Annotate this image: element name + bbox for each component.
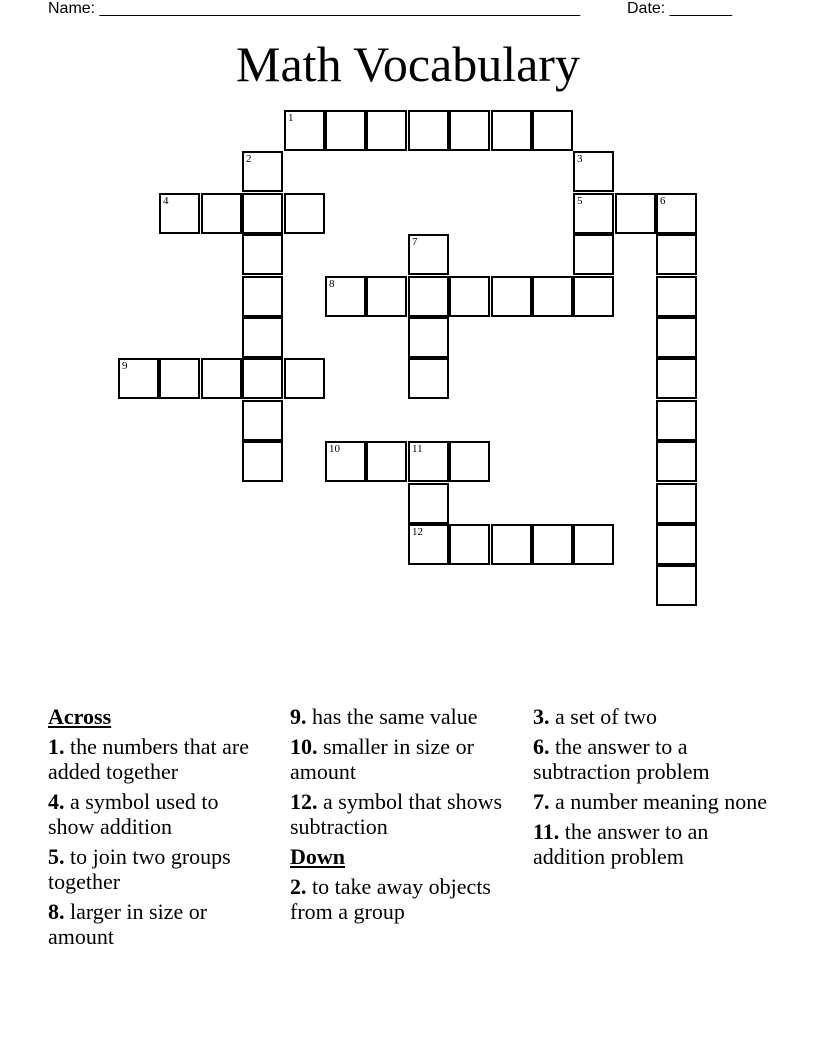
cell-number: 10 — [329, 443, 340, 455]
crossword-cell[interactable] — [656, 400, 697, 441]
crossword-cell[interactable] — [242, 234, 283, 275]
cell-number: 7 — [412, 236, 418, 248]
page-title: Math Vocabulary — [236, 36, 580, 92]
clue-text: larger in size or amount — [48, 899, 208, 949]
clue-text: the numbers that are added together — [48, 734, 249, 784]
crossword-cell[interactable] — [532, 276, 573, 317]
crossword-cell[interactable] — [242, 317, 283, 358]
clue-number: 5. — [48, 844, 65, 869]
clue-number: 3. — [533, 704, 550, 729]
clue-number: 6. — [533, 734, 550, 759]
crossword-cell[interactable] — [491, 524, 532, 565]
clue-column-2 — [290, 704, 516, 929]
clue-across-9 — [290, 704, 516, 729]
crossword-cell[interactable] — [656, 565, 697, 606]
crossword-cell[interactable] — [656, 234, 697, 275]
crossword-cell[interactable] — [242, 400, 283, 441]
crossword-cell[interactable] — [242, 276, 283, 317]
clue-down-7 — [533, 789, 773, 814]
crossword-cell[interactable] — [573, 234, 614, 275]
crossword-cell[interactable] — [201, 193, 242, 234]
crossword-cell[interactable] — [408, 524, 449, 565]
crossword-cell[interactable] — [449, 441, 490, 482]
cell-number: 5 — [577, 195, 583, 207]
clue-text: a number meaning none — [555, 789, 767, 814]
clue-text: a symbol that shows subtraction — [290, 789, 503, 839]
clue-down-3 — [533, 704, 773, 729]
clue-number: 11. — [533, 819, 560, 844]
crossword-cell[interactable] — [656, 276, 697, 317]
crossword-cell[interactable] — [656, 193, 697, 234]
clue-number: 1. — [48, 734, 65, 759]
clue-text: to take away objects from a group — [290, 874, 491, 924]
name-field[interactable]: Name: ______________________________________________________ — [48, 0, 581, 17]
crossword-cell[interactable] — [242, 441, 283, 482]
crossword-cell[interactable] — [408, 276, 449, 317]
clue-text: to join two groups together — [48, 844, 231, 894]
clue-text: smaller in size or amount — [290, 734, 474, 784]
crossword-cell[interactable] — [449, 276, 490, 317]
crossword-cell[interactable] — [491, 110, 532, 151]
cell-number: 2 — [246, 153, 252, 165]
clue-number: 4. — [48, 789, 65, 814]
clue-number: 2. — [290, 874, 307, 899]
cell-number: 3 — [577, 153, 583, 165]
crossword-cell[interactable] — [573, 151, 614, 192]
date-field[interactable]: Date: _______ — [627, 0, 732, 17]
crossword-cell[interactable] — [408, 358, 449, 399]
cell-number: 1 — [288, 112, 294, 124]
crossword-cell[interactable] — [242, 151, 283, 192]
crossword-cell[interactable] — [325, 441, 366, 482]
crossword-cell[interactable] — [408, 110, 449, 151]
clue-text: has the same value — [312, 704, 478, 729]
crossword-cell[interactable] — [532, 110, 573, 151]
clue-down-6 — [533, 734, 773, 784]
crossword-cell[interactable] — [366, 441, 407, 482]
crossword-cell[interactable] — [615, 193, 656, 234]
clue-across-4 — [48, 789, 270, 839]
crossword-cell[interactable] — [366, 276, 407, 317]
crossword-cell[interactable] — [284, 110, 325, 151]
crossword-cell[interactable] — [573, 524, 614, 565]
clue-text: the answer to an addition problem — [533, 819, 709, 869]
clue-down-11 — [533, 819, 773, 869]
clue-column-3 — [533, 704, 773, 874]
clue-number: 9. — [290, 704, 307, 729]
crossword-cell[interactable] — [573, 276, 614, 317]
cell-number: 11 — [412, 443, 423, 455]
crossword-cell[interactable] — [449, 110, 490, 151]
crossword-cell[interactable] — [532, 524, 573, 565]
crossword-cell[interactable] — [408, 441, 449, 482]
crossword-cell[interactable] — [449, 524, 490, 565]
clue-across-8 — [48, 899, 270, 949]
clue-text: a set of two — [555, 704, 658, 729]
crossword-cell[interactable] — [159, 193, 200, 234]
crossword-cell[interactable] — [408, 317, 449, 358]
cell-number: 4 — [163, 195, 169, 207]
crossword-cell[interactable] — [159, 358, 200, 399]
cell-number: 8 — [329, 278, 335, 290]
crossword-cell[interactable] — [656, 441, 697, 482]
clue-number: 8. — [48, 899, 65, 924]
crossword-cell[interactable] — [656, 483, 697, 524]
crossword-cell[interactable] — [656, 317, 697, 358]
crossword-cell[interactable] — [491, 276, 532, 317]
clue-down-2 — [290, 874, 516, 924]
clue-across-5 — [48, 844, 270, 894]
down-heading: Down — [290, 844, 346, 869]
crossword-cell[interactable] — [242, 358, 283, 399]
crossword-cell[interactable] — [242, 193, 283, 234]
cell-number: 12 — [412, 526, 423, 538]
clue-number: 12. — [290, 789, 318, 814]
crossword-cell[interactable] — [656, 358, 697, 399]
crossword-cell[interactable] — [118, 358, 159, 399]
across-heading: Across — [48, 704, 112, 729]
crossword-cell[interactable] — [573, 193, 614, 234]
crossword-cell[interactable] — [325, 110, 366, 151]
crossword-cell[interactable] — [325, 276, 366, 317]
clue-across-1 — [48, 734, 270, 784]
clue-number: 10. — [290, 734, 318, 759]
crossword-cell[interactable] — [284, 358, 325, 399]
cell-number: 9 — [122, 360, 128, 372]
crossword-cell[interactable] — [656, 524, 697, 565]
clue-across-10 — [290, 734, 516, 784]
crossword-cell[interactable] — [284, 193, 325, 234]
clue-text: the answer to a subtraction problem — [533, 734, 710, 784]
clue-text: a symbol used to show addition — [48, 789, 219, 839]
crossword-cell[interactable] — [201, 358, 242, 399]
crossword-cell[interactable] — [408, 483, 449, 524]
clue-number: 7. — [533, 789, 550, 814]
clue-column-1 — [48, 704, 270, 954]
cell-number: 6 — [660, 195, 666, 207]
crossword-cell[interactable] — [366, 110, 407, 151]
clue-across-12 — [290, 789, 516, 839]
crossword-cell[interactable] — [408, 234, 449, 275]
